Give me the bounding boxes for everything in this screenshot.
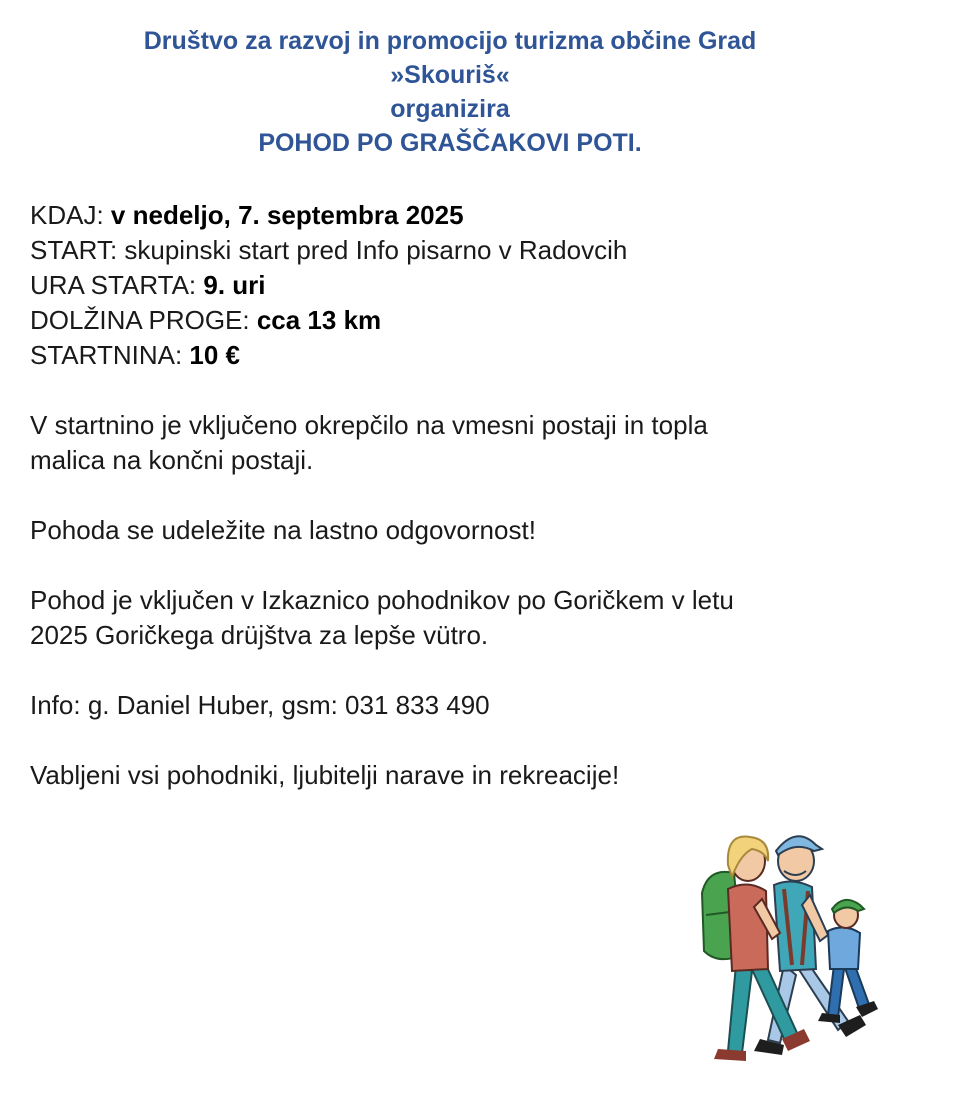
okrepcilo-line-1: V startnino je vključeno okrepčilo na vmesni postaji in topla bbox=[30, 410, 708, 440]
startnina-value: 10 € bbox=[189, 340, 240, 370]
spacer bbox=[30, 478, 910, 513]
dolzina-value: cca 13 km bbox=[256, 305, 382, 335]
start-label: START: bbox=[30, 235, 125, 265]
detail-dolzina bbox=[30, 303, 910, 338]
event-details bbox=[30, 198, 910, 793]
organizer-nickname: »Skouriš« bbox=[390, 61, 510, 89]
detail-kdaj bbox=[30, 198, 910, 233]
spacer bbox=[30, 723, 910, 758]
detail-start bbox=[30, 233, 910, 268]
izkaznica-line-2: 2025 Goričkega drüjštva za lepše vütro. bbox=[30, 620, 489, 650]
spacer bbox=[30, 653, 910, 688]
organizer-name: Društvo za razvoj in promocijo turizma občine Grad bbox=[143, 27, 757, 55]
kdaj-value: v nedeljo, 7. septembra 2025 bbox=[110, 200, 464, 230]
odgovornost-text: Pohoda se udeležite na lastno odgovornost! bbox=[30, 515, 536, 545]
invitation-text: Vabljeni vsi pohodniki, ljubitelji narave in rekreacije! bbox=[30, 760, 620, 790]
detail-ura-starta bbox=[30, 268, 910, 303]
info-contact: Info: g. Daniel Huber, gsm: 031 833 490 bbox=[30, 690, 490, 720]
dolzina-label: DOLŽINA PROGE: bbox=[30, 305, 257, 335]
event-title: POHOD PO GRAŠČAKOVI POTI. bbox=[258, 129, 642, 157]
startnina-label: STARTNINA: bbox=[30, 340, 190, 370]
hiking-family-illustration bbox=[688, 815, 898, 1075]
start-value: skupinski start pred Info pisarno v Radovcih bbox=[124, 235, 628, 265]
spacer bbox=[30, 373, 910, 408]
okrepcilo-line-2: malica na končni postaji. bbox=[30, 445, 314, 475]
event-header bbox=[0, 24, 900, 160]
izkaznica-line-1: Pohod je vključen v Izkaznico pohodnikov po Goričkem v letu bbox=[30, 585, 734, 615]
kdaj-label: KDAJ: bbox=[30, 200, 111, 230]
detail-startnina bbox=[30, 338, 910, 373]
ura-label: URA STARTA: bbox=[30, 270, 204, 300]
ura-value: 9. uri bbox=[203, 270, 266, 300]
organizes-label: organizira bbox=[390, 95, 510, 123]
spacer bbox=[30, 548, 910, 583]
